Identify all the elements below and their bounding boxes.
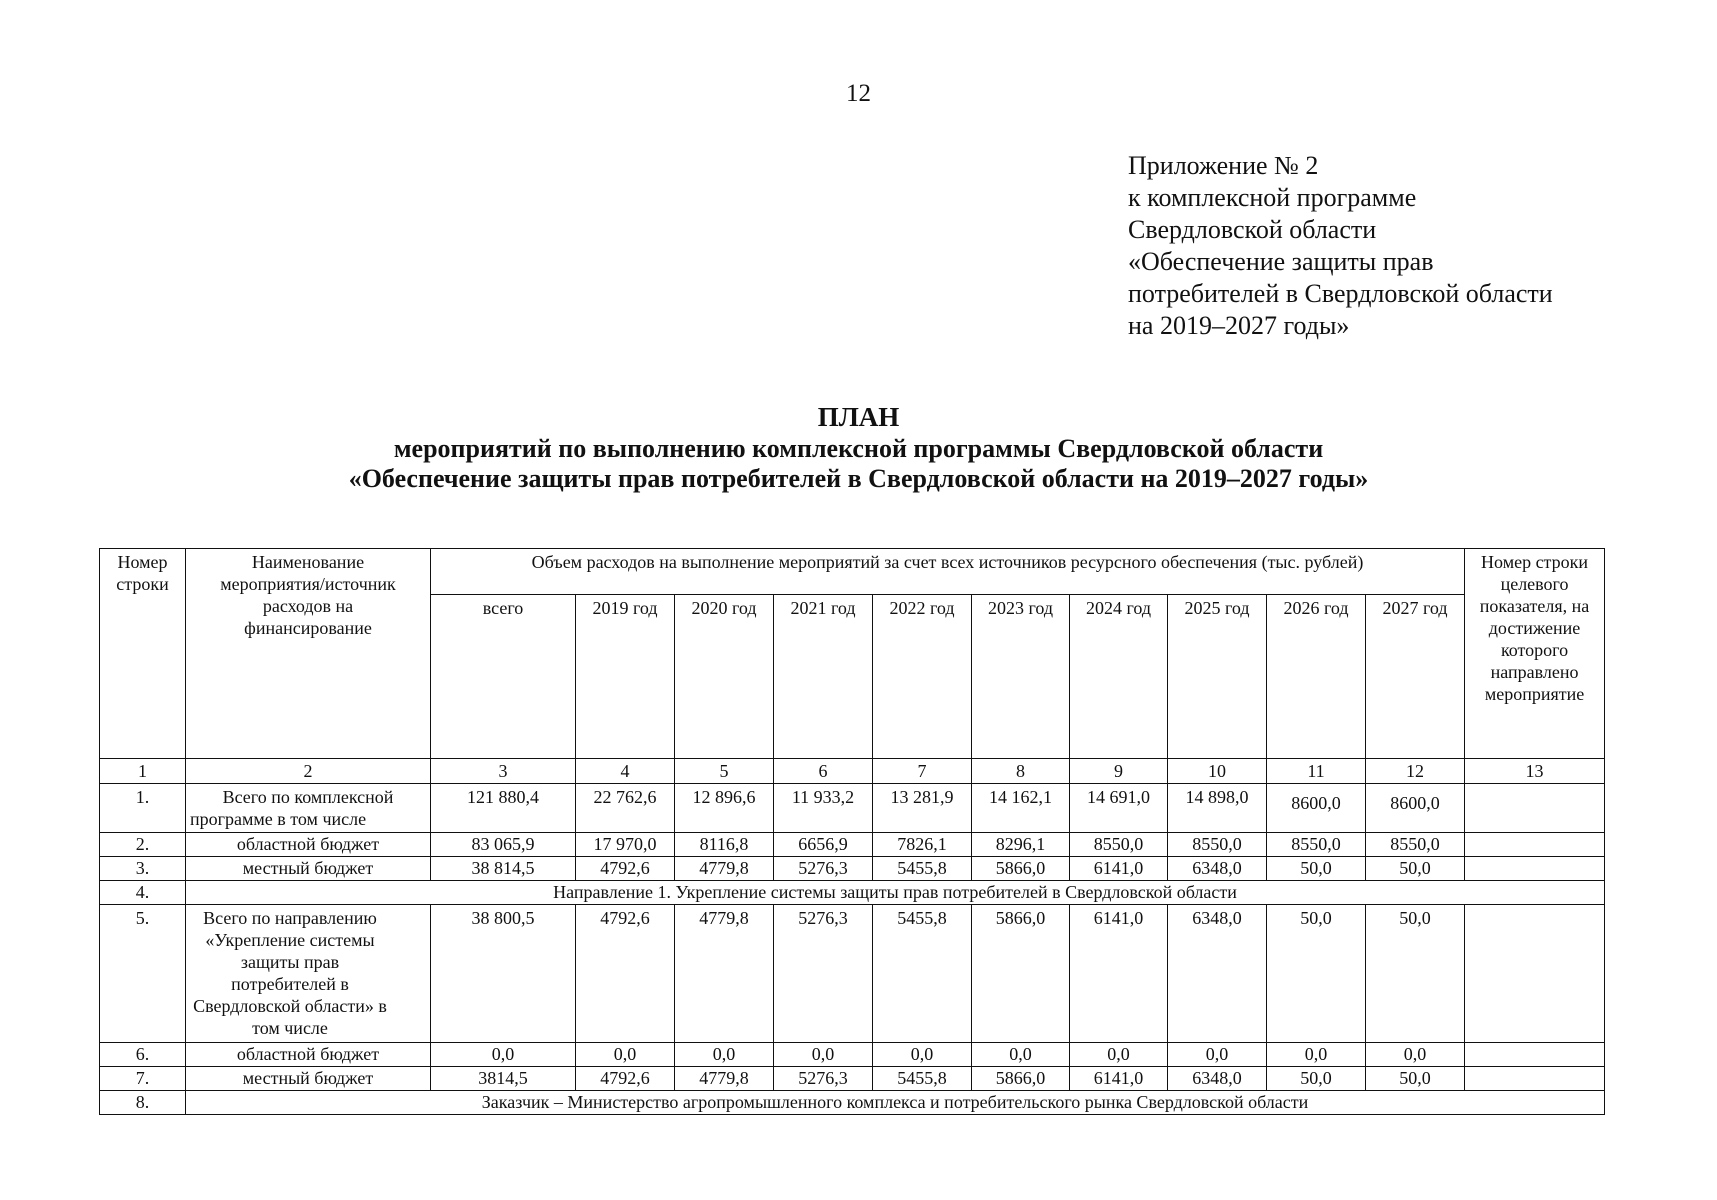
value-cell: 4792,6 (576, 905, 675, 1043)
page-number: 12 (846, 80, 871, 107)
header-column: 2026 год (1267, 595, 1366, 759)
value-cell: 13 281,9 (873, 784, 972, 833)
value-cell: 83 065,9 (431, 833, 576, 857)
index-cell: 1 (100, 759, 186, 784)
column-index-row (100, 759, 1605, 784)
value-cell: 50,0 (1267, 905, 1366, 1043)
value-cell: 4779,8 (675, 857, 774, 881)
value-cell: 5866,0 (972, 1067, 1070, 1091)
row-number: 5. (100, 905, 186, 1043)
document-title (0, 400, 1717, 494)
value-cell: 14 898,0 (1168, 784, 1267, 833)
value-cell: 0,0 (675, 1043, 774, 1067)
value-cell: 5455,8 (873, 905, 972, 1043)
value-cell: 8600,0 (1267, 784, 1366, 833)
value-cell: 6348,0 (1168, 1067, 1267, 1091)
table-row (100, 833, 1605, 857)
value-cell: 6656,9 (774, 833, 873, 857)
value-cell: 3814,5 (431, 1067, 576, 1091)
header-column: 2027 год (1366, 595, 1465, 759)
index-cell: 8 (972, 759, 1070, 784)
row-number: 1. (100, 784, 186, 833)
index-cell: 3 (431, 759, 576, 784)
index-cell: 6 (774, 759, 873, 784)
row-number: 3. (100, 857, 186, 881)
header-column: 2019 год (576, 595, 675, 759)
plan-table (99, 548, 1605, 1115)
value-cell: 5866,0 (972, 857, 1070, 881)
index-cell: 5 (675, 759, 774, 784)
value-cell: 7826,1 (873, 833, 972, 857)
row-name: областной бюджет (186, 833, 431, 857)
value-cell: 0,0 (576, 1043, 675, 1067)
section-title: Направление 1. Укрепление системы защиты прав потребителей в Свердловской области (186, 881, 1605, 905)
value-cell: 8296,1 (972, 833, 1070, 857)
appendix-line: «Обеспечение защиты прав (1128, 247, 1434, 276)
value-cell: 50,0 (1366, 1067, 1465, 1091)
value-cell: 0,0 (873, 1043, 972, 1067)
table-row (100, 784, 1605, 833)
value-cell: 50,0 (1366, 857, 1465, 881)
value-cell: 6348,0 (1168, 905, 1267, 1043)
value-cell: 6141,0 (1070, 1067, 1168, 1091)
index-cell: 10 (1168, 759, 1267, 784)
table-header-row (100, 549, 1605, 595)
value-cell: 11 933,2 (774, 784, 873, 833)
row-number: 7. (100, 1067, 186, 1091)
value-cell: 5276,3 (774, 857, 873, 881)
value-cell: 17 970,0 (576, 833, 675, 857)
value-cell: 8116,8 (675, 833, 774, 857)
header-column: 2024 год (1070, 595, 1168, 759)
value-cell: 5455,8 (873, 857, 972, 881)
value-cell: 4792,6 (576, 1067, 675, 1091)
target-cell (1465, 784, 1605, 833)
appendix-note (1128, 150, 1688, 342)
appendix-line: Приложение № 2 (1128, 151, 1319, 180)
value-cell: 0,0 (1267, 1043, 1366, 1067)
value-cell: 22 762,6 (576, 784, 675, 833)
value-cell: 5866,0 (972, 905, 1070, 1043)
header-column: 2021 год (774, 595, 873, 759)
value-cell: 8550,0 (1267, 833, 1366, 857)
header-column: 2023 год (972, 595, 1070, 759)
row-name: местный бюджет (186, 1067, 431, 1091)
value-cell: 6348,0 (1168, 857, 1267, 881)
value-cell: 8550,0 (1070, 833, 1168, 857)
value-cell: 8550,0 (1168, 833, 1267, 857)
customer-title: Заказчик – Министерство агропромышленного комплекса и потребительского рынка Свердловской области (186, 1091, 1605, 1115)
header-column: 2022 год (873, 595, 972, 759)
value-cell: 0,0 (774, 1043, 873, 1067)
value-cell: 4792,6 (576, 857, 675, 881)
index-cell: 7 (873, 759, 972, 784)
header-column: всего (431, 595, 576, 759)
row-number: 8. (100, 1091, 186, 1115)
row-name: местный бюджет (186, 857, 431, 881)
row-number: 4. (100, 881, 186, 905)
value-cell: 5276,3 (774, 905, 873, 1043)
value-cell: 14 162,1 (972, 784, 1070, 833)
index-cell: 12 (1366, 759, 1465, 784)
appendix-line: Свердловской области (1128, 215, 1377, 244)
value-cell: 0,0 (972, 1043, 1070, 1067)
value-cell: 5276,3 (774, 1067, 873, 1091)
plan-table-body (100, 549, 1605, 1115)
value-cell: 0,0 (1070, 1043, 1168, 1067)
value-cell: 12 896,6 (675, 784, 774, 833)
value-cell: 50,0 (1267, 857, 1366, 881)
value-cell: 0,0 (431, 1043, 576, 1067)
table-row (100, 905, 1605, 1043)
index-cell: 4 (576, 759, 675, 784)
table-row (100, 1067, 1605, 1091)
target-cell (1465, 905, 1605, 1043)
index-cell: 2 (186, 759, 431, 784)
appendix-line: потребителей в Свердловской области (1128, 279, 1553, 308)
index-cell: 11 (1267, 759, 1366, 784)
value-cell: 0,0 (1366, 1043, 1465, 1067)
value-cell: 8550,0 (1366, 833, 1465, 857)
value-cell: 50,0 (1366, 905, 1465, 1043)
title-plan: ПЛАН (817, 402, 900, 432)
row-name: Всего по комплексной программе в том числе (186, 784, 431, 833)
value-cell: 121 880,4 (431, 784, 576, 833)
value-cell: 6141,0 (1070, 857, 1168, 881)
section-row (100, 1091, 1605, 1115)
header-column: 2020 год (675, 595, 774, 759)
value-cell: 0,0 (1168, 1043, 1267, 1067)
value-cell: 4779,8 (675, 905, 774, 1043)
value-cell: 38 800,5 (431, 905, 576, 1043)
value-cell: 14 691,0 (1070, 784, 1168, 833)
row-number: 6. (100, 1043, 186, 1067)
header-target: Номер строки целевого показателя, на достижение которого направлено мероприятие (1465, 549, 1605, 759)
index-cell: 9 (1070, 759, 1168, 784)
header-name: Наименование мероприятия/источник расходов на финансирование (186, 549, 431, 759)
table-row (100, 1043, 1605, 1067)
header-volume: Объем расходов на выполнение мероприятий за счет всех источников ресурсного обеспечения (тыс. рублей) (431, 549, 1465, 595)
target-cell (1465, 1067, 1605, 1091)
header-column: 2025 год (1168, 595, 1267, 759)
value-cell: 8600,0 (1366, 784, 1465, 833)
row-number: 2. (100, 833, 186, 857)
header-row-number: Номер строки (100, 549, 186, 759)
target-cell (1465, 857, 1605, 881)
table-row (100, 857, 1605, 881)
appendix-line: к комплексной программе (1128, 183, 1417, 212)
index-cell: 13 (1465, 759, 1605, 784)
value-cell: 6141,0 (1070, 905, 1168, 1043)
section-row (100, 881, 1605, 905)
row-name: Всего по направлению «Укрепление системы защиты прав потребителей в Свердловской области» в том числе (186, 905, 431, 1043)
title-program-name: «Обеспечение защиты прав потребителей в Свердловской области на 2019–2027 годы» (348, 464, 1369, 493)
target-cell (1465, 833, 1605, 857)
title-subtitle: мероприятий по выполнению комплексной программы Свердловской области (393, 434, 1324, 463)
row-name: областной бюджет (186, 1043, 431, 1067)
appendix-line: на 2019–2027 годы» (1128, 311, 1350, 340)
value-cell: 50,0 (1267, 1067, 1366, 1091)
value-cell: 5455,8 (873, 1067, 972, 1091)
value-cell: 4779,8 (675, 1067, 774, 1091)
value-cell: 38 814,5 (431, 857, 576, 881)
target-cell (1465, 1043, 1605, 1067)
